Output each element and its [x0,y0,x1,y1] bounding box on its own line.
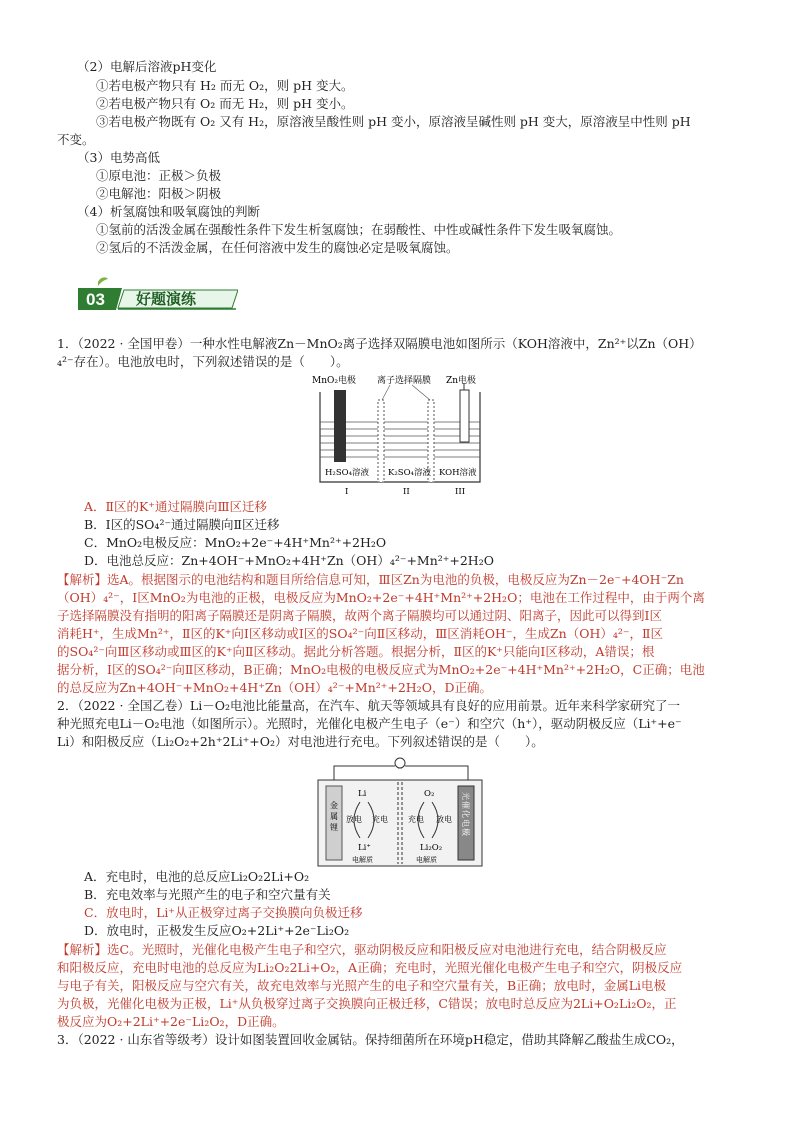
label-metal-li: 金属锂 [330,801,338,832]
text-line: （3）电势高低 [77,150,160,165]
text-line: （2）电解后溶液pH变化 [77,59,217,74]
label-electrolyte-1: 电解质 [352,856,373,864]
label-region-2: II [403,487,410,497]
question-stem: 1．（2022 · 全国甲卷）一种水性电解液Zn－MnO₂离子选择双隔膜电池如图所示（KOH溶液中，Zn²⁺以Zn（OH） [57,336,702,351]
zn-mno2-cell-figure [300,372,500,497]
explanation-line: 的SO₄²⁻向Ⅲ区移动或Ⅲ区的K⁺向Ⅱ区移动。据此分析答题。根据分析，Ⅱ区的K⁺只能向Ⅰ区移动，A错误；根 [57,644,655,659]
option-b: B．充电效率与光照产生的电子和空穴量有关 [84,887,331,902]
text-line: ①若电极产物只有 H₂ 而无 O₂，则 pH 变大。 [96,78,354,93]
explanation-line: 消耗H⁺，生成Mn²⁺，Ⅱ区的K⁺向Ⅰ区移动或Ⅰ区的SO₄²⁻向Ⅱ区移动，Ⅲ区消耗OH⁻，生成Zn（OH）₄²⁻，Ⅱ区 [57,626,663,641]
question-stem: 3．（2022 · 山东省等级考）设计如图装置回收金属钴。保持细菌所在环境pH稳定，借助其降解乙酸盐生成CO₂， [57,1032,684,1047]
label-region-3: III [455,487,466,497]
text-line: ②氢后的不活泼金属，在任何溶液中发生的腐蚀必定是吸氧腐蚀。 [96,240,459,255]
label-membrane: 离子选择隔膜 [377,376,432,386]
option-c: C．放电时，Li⁺从正极穿过离子交换膜向负极迁移 [84,905,363,920]
option-a: A．充电时，电池的总反应Li₂O₂2Li+O₂ [84,869,310,884]
banner-title: 好题演练 [136,290,197,308]
leaf-icon [98,277,108,286]
question-stem: 种光照充电Li－O₂电池（如图所示）。光照时，光催化电极产生电子（e⁻）和空穴（h⁺），驱动阴极反应（Li⁺+e⁻ [57,716,682,731]
bulb-icon [395,758,405,768]
label-charge-2: 充电 [408,815,424,824]
text-line: ②若电极产物只有 O₂ 而无 H₂，则 pH 变小。 [96,96,354,111]
label-photo-electrode: 光催化电极 [461,792,470,837]
explanation-line: （OH）₄²⁻，Ⅰ区MnO₂为电池的正极，电极反应为MnO₂+2e⁻+4H⁺Mn²⁺+2H₂O；电池在工作过程中，由于两个离 [57,590,705,605]
label-k2so4: K₂SO₄溶液 [388,468,431,478]
label-li2o2: Li₂O₂ [420,843,443,853]
question-stem: 2．（2022 · 全国乙卷）Li－O₂电池比能量高，在汽车、航天等领域具有良好的应用前景。近年来科学家研究了一 [57,698,680,713]
li-o2-cell-figure [312,756,488,868]
option-c: C．MnO₂电极反应：MnO₂+2e⁻+4H⁺Mn²⁺+2H₂O [84,535,387,550]
label-discharge: 放电 [346,815,362,824]
explanation-line: 据分析，Ⅰ区的SO₄²⁻向Ⅱ区移动，B正确；MnO₂电极的电极反应式为MnO₂+2e⁻+4H⁺Mn²⁺+2H₂O，C正确；电池 [57,662,705,677]
label-mno2: MnO₂电极 [312,376,356,386]
explanation-line: 极反应为O₂+2Li⁺+2e⁻Li₂O₂，D正确。 [57,1014,285,1029]
text-line: ①氢前的活泼金属在强酸性条件下发生析氢腐蚀；在弱酸性、中性或碱性条件下发生吸氧腐蚀。 [96,222,622,237]
text-line: （4）析氢腐蚀和吸氧腐蚀的判断 [77,204,260,219]
label-zn: Zn电极 [446,376,477,386]
explanation-line: 子选择隔膜没有指明的阳离子隔膜还是阴离子隔膜，故两个离子隔膜均可以通过阴、阳离子，因此可以得到Ⅰ区 [57,608,662,623]
text-line: 不变。 [57,132,95,147]
label-koh: KOH溶液 [439,468,477,478]
text-line: ③若电极产物既有 O₂ 又有 H₂，原溶液呈酸性则 pH 变小，原溶液呈碱性则 pH 变大，原溶液呈中性则 pH [96,114,691,129]
label-region-1: I [345,487,349,497]
text-line: ②电解池：阳极＞阴极 [96,186,222,201]
option-d: D．电池总反应：Zn+4OH⁻+MnO₂+4H⁺Zn（OH）₄²⁻+Mn²⁺+2H₂O [84,553,494,568]
explanation-line: 【解析】选C。光照时，光催化电极产生电子和空穴，驱动阴极反应和阳极反应对电池进行充电，结合阴极反应 [57,942,667,957]
explanation-line: 与电子有关，阳极反应与空穴有关，故充电效率与光照产生的电子和空穴量有关，B正确；放电时，金属Li电极 [57,978,666,993]
option-b: B．Ⅰ区的SO₄²⁻通过隔膜向Ⅱ区迁移 [84,517,280,532]
text-line: ①原电池：正极＞负极 [96,168,222,183]
label-li-ion: Li⁺ [358,843,371,853]
explanation-line: 为负极，光催化电极为正极，Li⁺从负极穿过离子交换膜向正极迁移，C错误；放电时总反应为2Li+O₂Li₂O₂，正 [57,996,677,1011]
label-li: Li [358,789,367,799]
label-o2: O₂ [424,789,435,799]
question-stem: ₄²⁻存在）。电池放电时，下列叙述错误的是（ ）。 [57,354,349,369]
explanation-line: 【解析】选A。根据图示的电池结构和题目所给信息可知，Ⅲ区Zn为电池的负极，电极反应为Zn－2e⁻+4OH⁻Zn [57,572,684,587]
banner-number: 03 [86,290,105,309]
question-stem: Li）和阳极反应（Li₂O₂+2h⁺2Li⁺+O₂）对电池进行充电。下列叙述错误的是（ ）。 [57,734,544,749]
label-h2so4: H₂SO₄溶液 [325,468,370,478]
option-d: D．放电时，正极发生反应O₂+2Li⁺+2e⁻Li₂O₂ [84,923,350,938]
explanation-line: 和阳极反应，充电时电池的总反应为Li₂O₂2Li+O₂，A正确；充电时，光照光催化电极产生电子和空穴，阴极反应 [57,960,683,975]
explanation-line: 的总反应为Zn+4OH⁻+MnO₂+4H⁺Zn（OH）₄²⁻+Mn²⁺+2H₂O，D正确。 [57,680,492,695]
label-discharge-2: 放电 [436,815,452,824]
section-banner [78,276,238,312]
option-a: A．Ⅱ区的K⁺通过隔膜向Ⅲ区迁移 [84,499,268,514]
label-charge: 充电 [372,815,388,824]
label-electrolyte-2: 电解质 [416,856,437,864]
